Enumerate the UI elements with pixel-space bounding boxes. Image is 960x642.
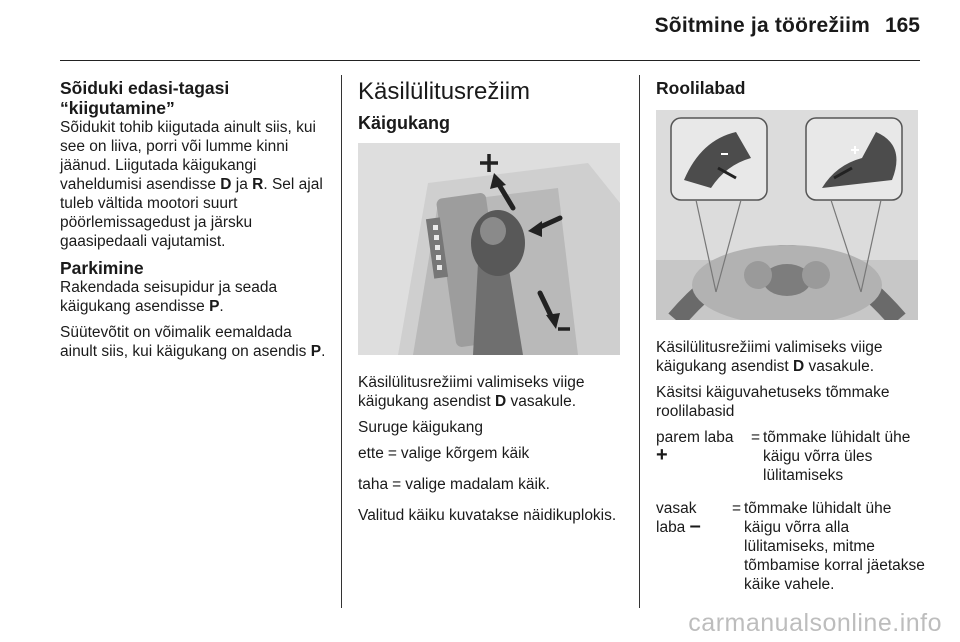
section-title-rocking: Sõiduki edasi-tagasi “kiigutamine” bbox=[60, 78, 230, 118]
steering-paddles-illustration bbox=[656, 110, 918, 320]
manual-mode-paragraph-1: Käsilülitusrežiimi valimiseks viige käigukang asendist D vasakule. bbox=[358, 374, 585, 410]
section-title-manual-mode: Käsilülitusrežiim bbox=[358, 78, 531, 105]
parking-paragraph-2: Süütevõtit on võimalik eemaldada ainult siis, kui käigukang on asendis P. bbox=[60, 324, 326, 360]
rocking-paragraph: Sõidukit tohib kiigutada ainult siis, kui see on liiva, porri või lumme kinni jäänud. Liigutada käigukangi vaheldumisi asendisse D ja R. Sel ajal tuleb vältida mootori suurt pöörlemissagedust ja järsku gaasipedaali vajutamist. bbox=[60, 119, 323, 250]
definition-left-paddle: vasak laba – = tõmmake lühidalt ühe käigu võrra alla lülitamiseks, mitme tõmbamise korral jäetakse käike vahele. bbox=[656, 500, 925, 593]
definition-forward: ette = valige kõrgem käik bbox=[358, 445, 530, 462]
minus-icon: – bbox=[689, 515, 701, 537]
column-rocking-parking bbox=[60, 78, 332, 368]
gear-lever-illustration bbox=[358, 143, 620, 355]
paddles-paragraph-1: Käsilülitusrežiimi valimiseks viige käigukang asendist D vasakule. bbox=[656, 339, 883, 375]
column-manual-mode bbox=[358, 78, 626, 532]
paddles-paragraph-2: Käsitsi käiguvahetuseks tõmmake roolilabasid bbox=[656, 384, 890, 420]
section-title-paddles: Roolilabad bbox=[656, 78, 746, 98]
watermark: carmanualsonline.info bbox=[688, 609, 942, 637]
column-divider-2 bbox=[639, 75, 640, 608]
plus-icon: + bbox=[656, 444, 668, 466]
page-number: 165 bbox=[884, 14, 920, 37]
parking-paragraph-1: Rakendada seisupidur ja seada käigukang asendisse P. bbox=[60, 279, 278, 315]
definition-right-paddle: parem laba + = tõmmake lühidalt ühe käigu võrra üles lülitamiseks bbox=[656, 429, 911, 484]
definition-backward: taha = valige madalam käik. bbox=[358, 476, 550, 493]
subsection-title-gear-lever: Käigukang bbox=[358, 113, 451, 133]
page-header-title: Sõitmine ja töörežiim bbox=[654, 14, 870, 37]
manual-mode-paragraph-3: Valitud käiku kuvatakse näidikuplokis. bbox=[358, 507, 617, 524]
column-divider-1 bbox=[341, 75, 342, 608]
column-paddles bbox=[656, 78, 926, 604]
header-rule bbox=[60, 60, 920, 61]
section-title-parking: Parkimine bbox=[60, 258, 144, 278]
manual-mode-paragraph-2: Suruge käigukang bbox=[358, 419, 483, 436]
